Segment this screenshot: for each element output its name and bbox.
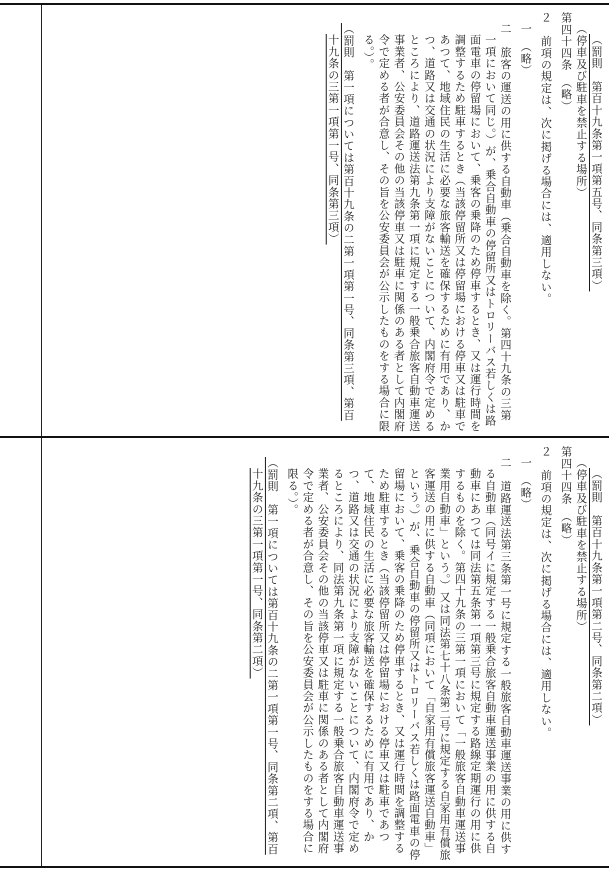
paragraph-2: ２ 前項の規定は、次に掲げる場合には、適用しない。	[539, 446, 553, 739]
article-number: 第四十四条 （略）	[559, 12, 573, 112]
penalty-heading: （罰則 第百十九条第一項第二号、同条第二項）	[590, 468, 603, 726]
penalty-heading: （罰則 第百十九条第一項第五号、同条第三項）	[590, 34, 603, 292]
article-number: 第四十四条 （略）	[559, 446, 573, 546]
panel-revised	[8, 12, 604, 432]
item-2: 二 道路運送法第三条第一号に規定する一般旅客自動車運送事業の用に供する自動車（同号イに規定する一般乗合旅客自動車運送事業の用に供する自動車にあつては同法第五条第一項第三号に規定する路線定期運行の用に供するものを除く。第四十九条の三第一項において「一般旅客自動車運送事業用自動車」という。）又は同法第七十八条第二号に規定する自家用有償旅客運送の用に供する自動車（同項において「自家用有償旅客運送自動車」という。）が、乗合自動車の停留所又はトロリーバス若しくは路面電車の停留場において、乗客の乗降のため停車するとき、又は運行時間を調整するため駐車するとき（当該停留所又は停留場における停車又は駐車であつて、地域住民の生活に必要な旅客輸送を確保するために有用であり、かつ、道路又は交通の状況により支障がないことについて、内閣府令で定めるところにより、同法第九条第一項に規定する一般乗合旅客自動車運送事業者、公安委員会その他の当該停車又は駐車に関係のある者として内閣府令で定める者が合意し、その旨を公安委員会が公示したものをする場合に限る。）。	[286, 457, 512, 861]
penalty-footer: （罰則 第一項については第百十九条の二第一項第一号、同条第二項、第百十九条の三第一項第一号、同条第二項）	[250, 457, 279, 855]
item-1: 一 （略）	[519, 457, 533, 510]
bottom-border	[0, 866, 609, 868]
paragraph-2: ２ 前項の規定は、次に掲げる場合には、適用しない。	[539, 12, 553, 305]
item-1: 一 （略）	[519, 23, 533, 76]
top-border	[0, 3, 609, 5]
section-heading: （停車及び駐車を禁止する場所）	[574, 23, 588, 199]
section-heading: （停車及び駐車を禁止する場所）	[574, 457, 588, 633]
panel-current	[8, 446, 604, 862]
middle-divider	[0, 436, 609, 438]
penalty-footer: （罰則 第一項については第百十九条の二第一項第一号、同条第三項、第百十九条の三第一項第一号、同条第三項）	[326, 23, 355, 421]
item-2: 二 旅客の運送の用に供する自動車（乗合自動車を除く。第四十九条の三第一項において同じ。）が、乗合自動車の停留所又はトロリーバス若しくは路面電車の停留場において、乗客の乗降のため停車するとき、又は運行時間を調整するため駐車するとき（当該停留所又は停留場における停車又は駐車であつて、地域住民の生活に必要な旅客輸送を確保するために有用であり、かつ、道路又は交通の状況により支障がないことについて、内閣府令で定めるところにより、道路運送法第九条第一項に規定する一般乗合旅客自動車運送事業者、公安委員会その他の当該停車又は駐車に関係のある者として内閣府令で定める者が合意し、その旨を公安委員会が公示したものをする場合に限る。）。	[362, 23, 512, 432]
